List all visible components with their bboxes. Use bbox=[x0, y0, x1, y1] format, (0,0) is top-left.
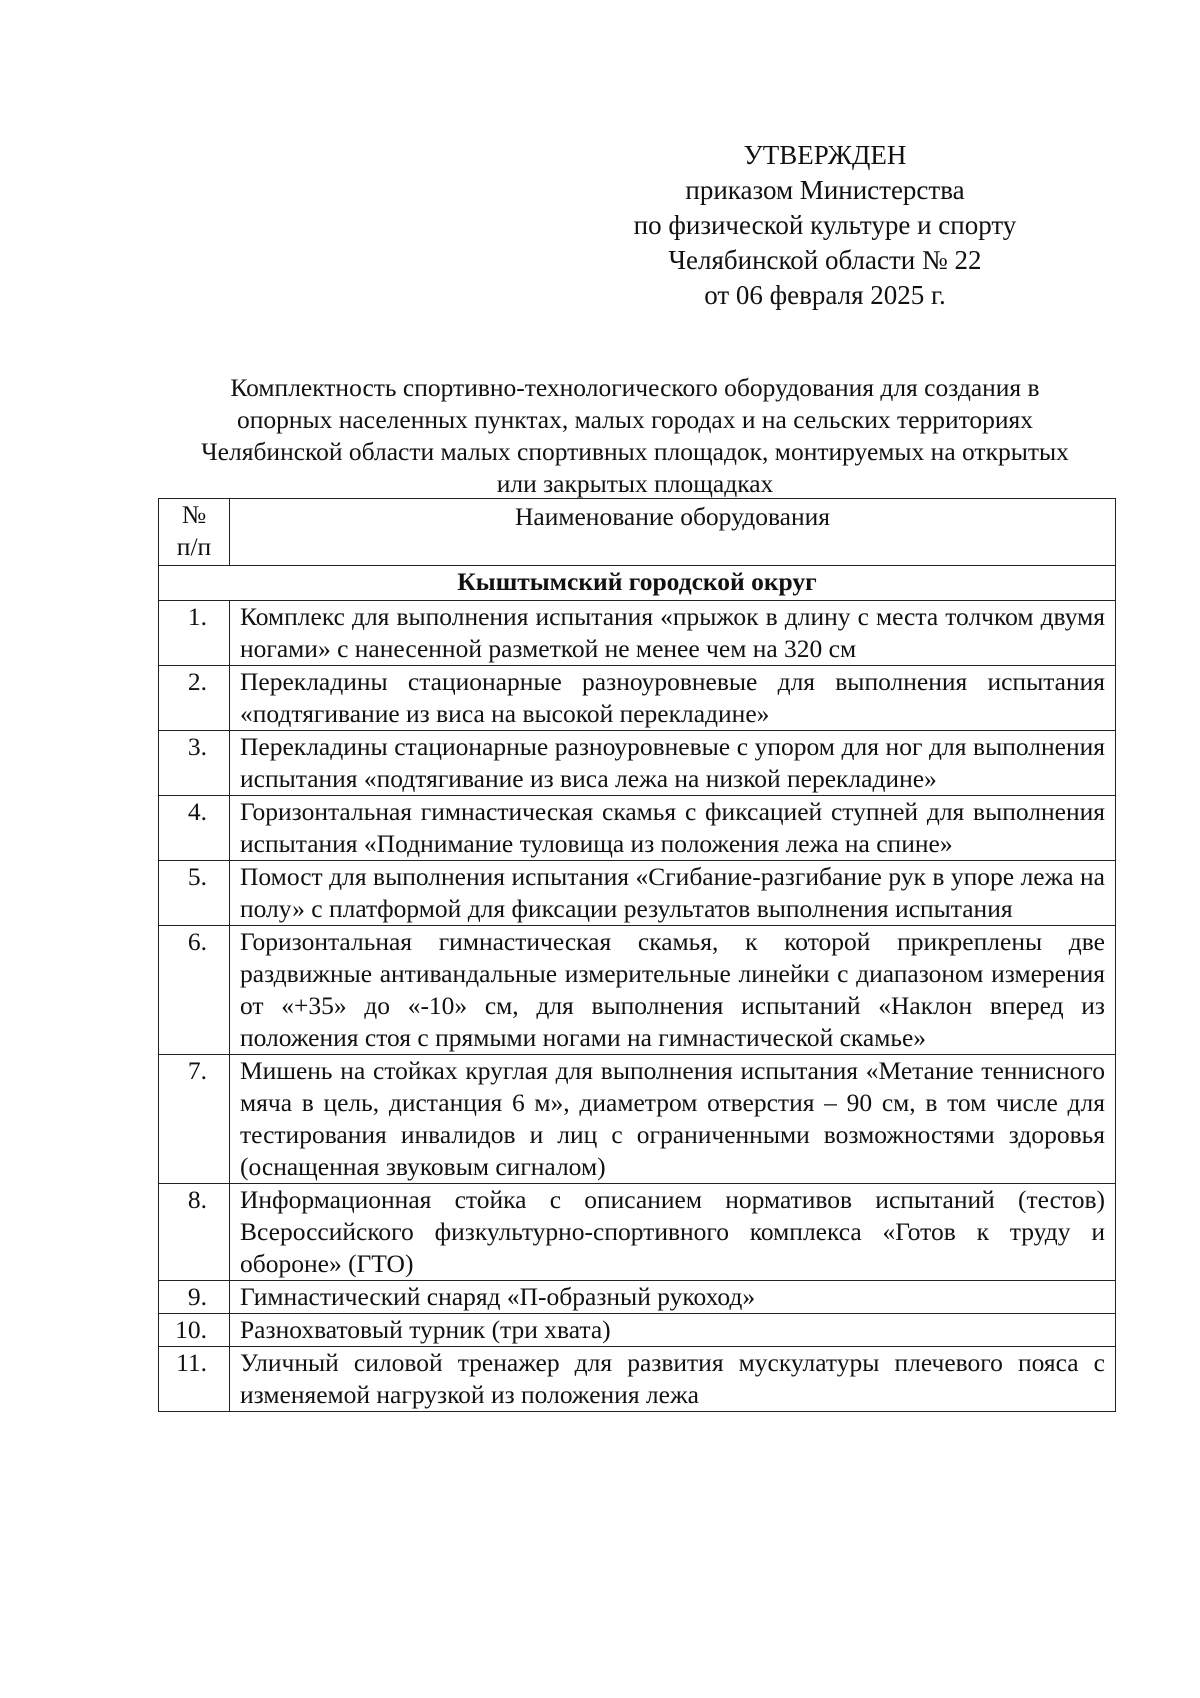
table-row bbox=[159, 601, 1116, 666]
row-equipment-name: Горизонтальная гимнастическая скамья с фиксацией ступней для выполнения испытания «Поднимание туловища из положения лежа на спине» bbox=[230, 796, 1116, 861]
title-line: или закрытых площадках bbox=[496, 469, 774, 498]
row-number: 8. bbox=[159, 1184, 230, 1281]
title-line: Комплектность спортивно-технологического оборудования для создания в bbox=[230, 373, 1040, 402]
table-row bbox=[159, 1347, 1116, 1412]
row-equipment-name: Комплекс для выполнения испытания «прыжок в длину с места толчком двумя ногами» с нанесенной разметкой не менее чем на 320 см bbox=[230, 601, 1116, 666]
row-equipment-name: Уличный силовой тренажер для развития мускулатуры плечевого пояса с изменяемой нагрузкой из положения лежа bbox=[230, 1347, 1116, 1412]
row-equipment-name: Мишень на стойках круглая для выполнения испытания «Метание теннисного мяча в цель, дистанция 6 м», диаметром отверстия – 90 см, в том числе для тестирования инвалидов и лиц с ограниченными возможностями здоровья (оснащенная звуковым сигналом) bbox=[230, 1055, 1116, 1184]
row-number: 1. bbox=[159, 601, 230, 666]
row-equipment-name: Перекладины стационарные разноуровневые для выполнения испытания «подтягивание из виса на высокой перекладине» bbox=[230, 666, 1116, 731]
title-line: опорных населенных пунктах, малых городах и на сельских территориях bbox=[236, 405, 1034, 434]
row-number: 7. bbox=[159, 1055, 230, 1184]
row-number: 3. bbox=[159, 731, 230, 796]
approval-ministry-line: по физической культуре и спорту bbox=[633, 210, 1017, 240]
table-row bbox=[159, 1281, 1116, 1314]
section-row bbox=[159, 566, 1116, 601]
row-number: 9. bbox=[159, 1281, 230, 1314]
approval-heading: УТВЕРЖДЕН bbox=[743, 140, 907, 170]
header-number-abbrev: п/п bbox=[176, 532, 212, 561]
table-row bbox=[159, 731, 1116, 796]
table-row bbox=[159, 1314, 1116, 1347]
approval-region-number-line: Челябинской области № 22 bbox=[668, 245, 982, 275]
row-equipment-name: Информационная стойка с описанием нормативов испытаний (тестов) Всероссийского физкультурно-спортивного комплекса «Готов к труду и обороне» (ГТО) bbox=[230, 1184, 1116, 1281]
table-row bbox=[159, 926, 1116, 1055]
row-equipment-name: Перекладины стационарные разноуровневые с упором для ног для выполнения испытания «подтягивание из виса лежа на низкой перекладине» bbox=[230, 731, 1116, 796]
row-equipment-name: Разнохватовый турник (три хвата) bbox=[230, 1314, 1116, 1347]
equipment-table bbox=[158, 498, 1116, 1412]
row-number: 11. bbox=[159, 1347, 230, 1412]
table-row bbox=[159, 861, 1116, 926]
row-number: 4. bbox=[159, 796, 230, 861]
approval-date-line: от 06 февраля 2025 г. bbox=[704, 280, 946, 310]
row-equipment-name: Горизонтальная гимнастическая скамья, к которой прикреплены две раздвижные антивандальные измерительные линейки с диапазоном измерения от «+35» до «-10» см, для выполнения испытаний «Наклон вперед из положения стоя с прямыми ногами на гимнастической скамье» bbox=[230, 926, 1116, 1055]
title-line: Челябинской области малых спортивных площадок, монтируемых на открытых bbox=[201, 437, 1069, 466]
header-name-cell: Наименование оборудования bbox=[230, 499, 1116, 566]
row-number: 10. bbox=[159, 1314, 230, 1347]
table-row bbox=[159, 796, 1116, 861]
approval-block bbox=[560, 138, 1090, 313]
row-equipment-name: Помост для выполнения испытания «Сгибание-разгибание рук в упоре лежа на полу» с платформой для фиксации результатов выполнения испытания bbox=[230, 861, 1116, 926]
table-row bbox=[159, 1055, 1116, 1184]
header-number-cell bbox=[159, 499, 230, 566]
section-title: Кыштымский городской округ bbox=[159, 566, 1116, 601]
table-header-row bbox=[159, 499, 1116, 566]
row-equipment-name: Гимнастический снаряд «П-образный рукоход» bbox=[230, 1281, 1116, 1314]
approval-order-line: приказом Министерства bbox=[685, 175, 965, 205]
table-row bbox=[159, 1184, 1116, 1281]
row-number: 6. bbox=[159, 926, 230, 1055]
header-number-symbol: № bbox=[181, 500, 207, 529]
document-title bbox=[140, 372, 1130, 500]
row-number: 2. bbox=[159, 666, 230, 731]
table-row bbox=[159, 666, 1116, 731]
row-number: 5. bbox=[159, 861, 230, 926]
